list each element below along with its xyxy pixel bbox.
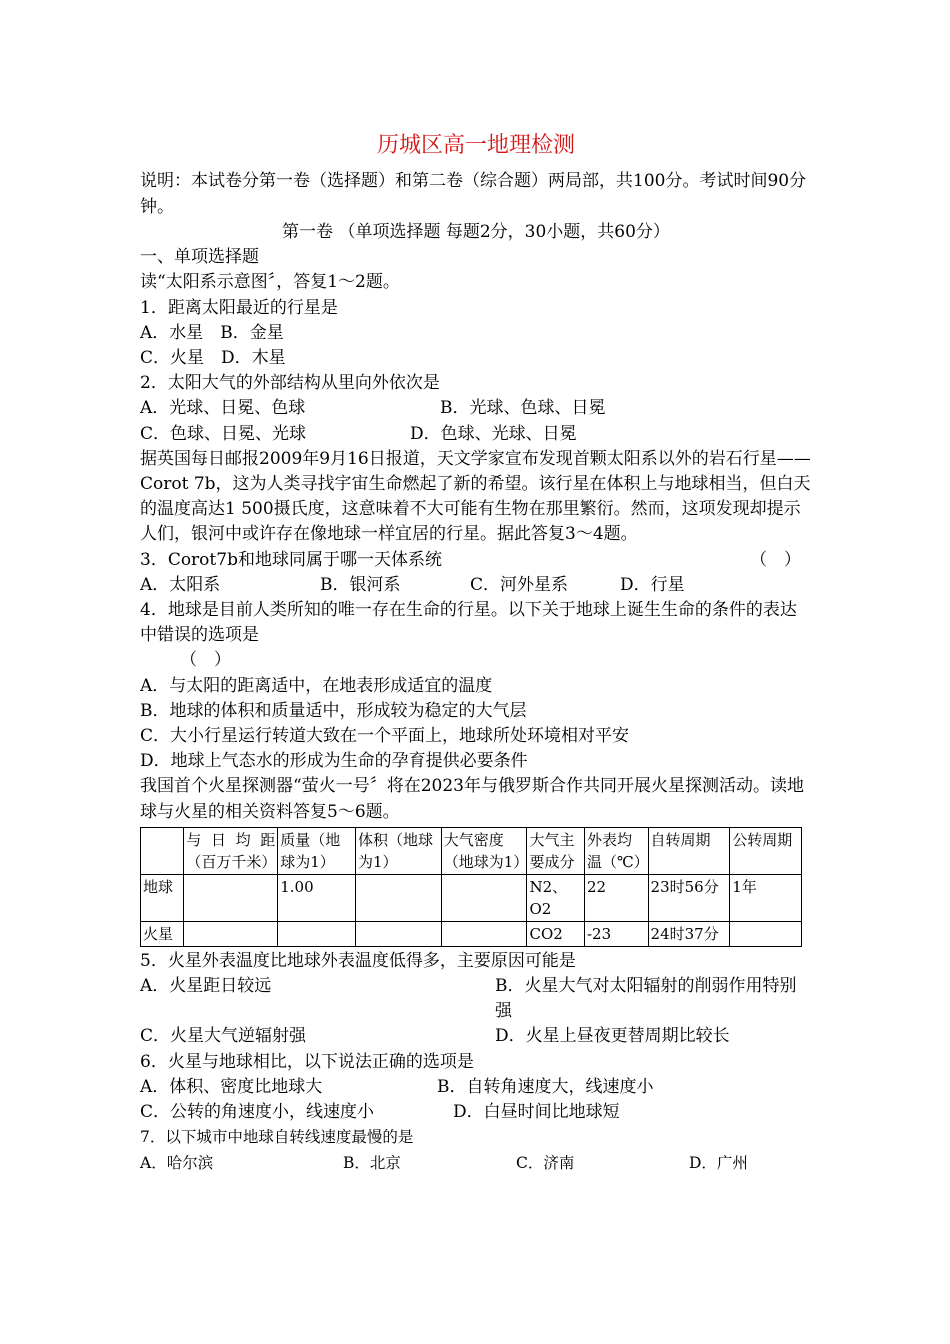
- table-cell: [355, 874, 441, 921]
- passage-mars: 我国首个火星探测器“萤火一号〞将在2023年与俄罗斯合作共同开展火星探测活动。读地球与火星的相关资料答复5～6题。: [140, 776, 804, 822]
- table-header-cell: 外表均温（℃）: [584, 827, 648, 874]
- table-cell: [441, 921, 527, 946]
- q7-options: [140, 1151, 812, 1176]
- q3-option-a: A．太阳系: [140, 574, 221, 595]
- passage-corot: 据英国每日邮报2009年9月16日报道，天文学家宣布发现首颗太阳系以外的岩石行星——Corot 7b，这为人类寻找宇宙生命燃起了新的希望。该行星在体积上与地球相当，但白天的温度高达1 500摄氏度，这意味着不大可能有生物在那里繁衍。然而，这项发现却提示人们，银河中或许存在像地球一样宜居的行星。据此答复3～4题。: [140, 448, 811, 545]
- section-heading: 一、单项选择题: [140, 247, 259, 268]
- table-header-cell: 公转周期: [730, 827, 802, 874]
- q2-option-a: A．光球、日冕、色球: [140, 398, 306, 419]
- table-cell: [184, 874, 278, 921]
- q5-stem: 5．火星外表温度比地球外表温度低得多，主要原因可能是: [140, 950, 576, 971]
- q5-option-a: A．火星距日较远: [140, 976, 272, 997]
- table-row: [141, 921, 802, 946]
- exam-page: [140, 128, 812, 1176]
- q1-options-cd: C．火星 D．木星: [140, 348, 286, 369]
- table-cell: [441, 874, 527, 921]
- table-cell: CO2: [527, 921, 585, 946]
- table-header-cell: 大气主要成分: [527, 827, 585, 874]
- table-header-cell: 自转周期: [648, 827, 730, 874]
- q6-option-b: B．自转角速度大，线速度小: [437, 1076, 654, 1097]
- q5-options-cd: [140, 1024, 812, 1049]
- q4-option-b: B．地球的体积和质量适中，形成较为稳定的大气层: [140, 700, 527, 721]
- table-header-cell: [141, 827, 184, 874]
- planet-data-table: [140, 827, 802, 947]
- table-cell: 1.00: [278, 874, 356, 921]
- q2-option-c: C．色球、日冕、光球: [140, 423, 307, 444]
- q6-option-c: C．公转的角速度小，线速度小: [140, 1102, 375, 1123]
- table-header-cell: 与日均距（百万千米）: [184, 827, 278, 874]
- table-header-row: [141, 827, 802, 874]
- q4-stem: 4．地球是目前人类所知的唯一存在生命的行星。以下关于地球上诞生生命的条件的表达中错误的选项是: [140, 600, 797, 646]
- q7-option-d: D．广州: [689, 1153, 748, 1172]
- table-cell: -23: [584, 921, 648, 946]
- q6-options-ab: [140, 1075, 812, 1100]
- table-cell: [730, 921, 802, 946]
- q6-stem: 6．火星与地球相比，以下说法正确的选项是: [140, 1051, 474, 1072]
- table-cell: N2、O2: [527, 874, 585, 921]
- q4-option-c: C．大小行星运行转道大致在一个平面上，地球所处环境相对平安: [140, 726, 630, 747]
- q3-option-c: C．河外星系: [470, 574, 569, 595]
- q2-stem: 2．太阳大气的外部结构从里向外依次是: [140, 373, 440, 394]
- q2-options-ab: [140, 396, 812, 421]
- table-cell: 24时37分: [648, 921, 730, 946]
- q7-option-a: A．哈尔滨: [140, 1153, 214, 1172]
- table-header-cell: 大气密度（地球为1）: [441, 827, 527, 874]
- q3-stem: 3．Corot7b和地球同属于哪一天体系统: [140, 549, 442, 570]
- table-cell: 火星: [141, 921, 184, 946]
- q3-option-d: D．行星: [620, 574, 685, 595]
- table-cell: 22: [584, 874, 648, 921]
- table-header-cell: 体积（地球为1）: [355, 827, 441, 874]
- table-row: [141, 874, 802, 921]
- q4-option-a: A．与太阳的距离适中，在地表形成适宜的温度: [140, 675, 493, 696]
- q2-option-b: B．光球、色球、日冕: [440, 398, 606, 419]
- q3-answer-paren: （ ）: [750, 549, 801, 570]
- q3-stem-row: [140, 548, 812, 573]
- intro-text: 说明：本试卷分第一卷（选择题）和第二卷（综合题）两局部，共100分。考试时间90分钟。: [140, 171, 807, 217]
- table-cell: [278, 921, 356, 946]
- q2-option-d: D．色球、光球、日冕: [410, 423, 577, 444]
- q5-option-d: D．火星上昼夜更替周期比较长: [495, 1026, 730, 1047]
- q6-option-a: A．体积、密度比地球大: [140, 1076, 323, 1097]
- q5-option-c: C．火星大气逆辐射强: [140, 1026, 307, 1047]
- table-cell: 1年: [730, 874, 802, 921]
- q2-options-cd: [140, 422, 812, 447]
- q4-option-d: D．地球上气态水的形成为生命的孕育提供必要条件: [140, 751, 528, 772]
- q7-option-b: B．北京: [343, 1153, 401, 1172]
- q6-options-cd: [140, 1100, 812, 1125]
- q7-stem: 7．以下城市中地球自转线速度最慢的是: [140, 1128, 414, 1147]
- page-title: 历城区高一地理检测: [376, 133, 575, 158]
- q3-options: [140, 573, 812, 598]
- table-cell: [355, 921, 441, 946]
- table-header-cell: 质量（地球为1）: [278, 827, 356, 874]
- table-cell: 地球: [141, 874, 184, 921]
- q3-option-b: B．银河系: [320, 574, 401, 595]
- read-instruction: 读“太阳系示意图〞，答复1～2题。: [140, 272, 400, 293]
- q5-option-b: B．火星大气对太阳辐射的削弱作用特别强: [495, 976, 797, 1022]
- table-cell: [184, 921, 278, 946]
- q5-options-ab: [140, 974, 812, 1024]
- part1-heading: 第一卷 （单项选择题 每题2分，30小题，共60分）: [282, 222, 670, 242]
- q1-options-ab: A．水星 B．金星: [140, 322, 284, 343]
- q1-stem: 1．距离太阳最近的行星是: [140, 297, 338, 318]
- table-cell: 23时56分: [648, 874, 730, 921]
- q7-option-c: C．济南: [516, 1153, 575, 1172]
- q6-option-d: D．白昼时间比地球短: [453, 1102, 620, 1123]
- q4-answer-paren: （ ）: [180, 650, 231, 671]
